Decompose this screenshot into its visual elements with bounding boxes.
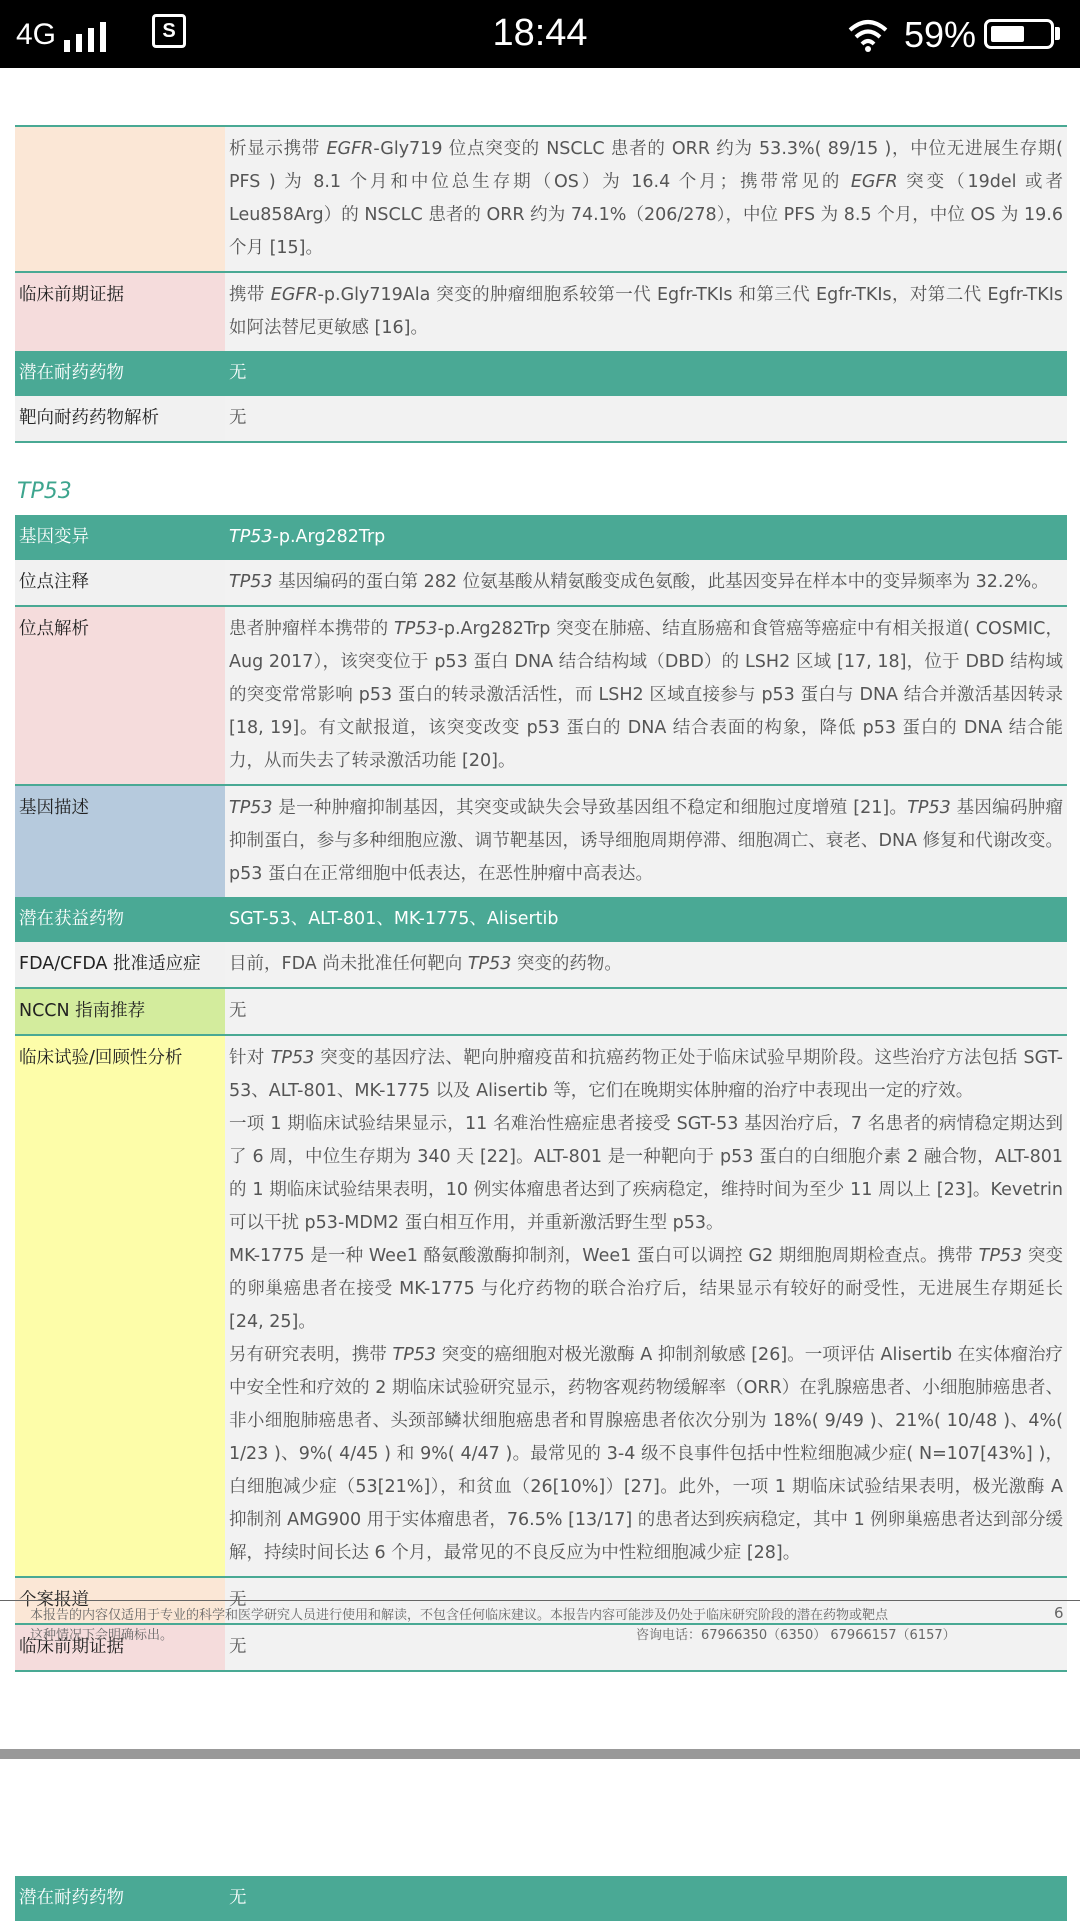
row-value: TP53 基因编码的蛋白第 282 位氨基酸从精氨酸变成色氨酸，此基因变异在样本中的变异频率为 32.2%。	[225, 560, 1067, 606]
row-key: 临床前期证据	[15, 1624, 225, 1671]
table-row	[15, 1876, 1067, 1921]
battery-percent: 59%	[904, 14, 977, 55]
network-type: 4G	[16, 18, 57, 51]
page-divider	[0, 1749, 1080, 1759]
table-row	[15, 126, 1067, 272]
paragraph: 另有研究表明，携带 TP53 突变的癌细胞对极光激酶 A 抑制剂敏感 [26]。一项评估 Alisertib 在实体瘤治疗中安全性和疗效的 2 期临床试验研究显示，药物客观药物缓解率（ORR）在乳腺癌患者、小细胞肺癌患者、非小细胞肺癌患者、头颈部鳞状细胞癌患者和胃腺癌患者依次分别为 18%( 9/49 )、21%( 10/48 )、4%( 1/23 )、9%( 4/45 ) 和 9%( 4/47 )。最常见的 3-4 级不良事件包括中性粒细胞减少症( N=107[43%] )，白细胞减少症（53[21%]），和贫血（26[10%]）[27]。此外，一项 1 期临床试验结果表明，极光激酶 A 抑制剂 AMG900 用于实体瘤患者，76.5% [13/17] 的患者达到疾病稳定，其中 1 例卵巢癌患者达到部分缓解，持续时间长达 6 个月，最常见的不良反应为中性粒细胞减少症 [28]。	[229, 1345, 1063, 1563]
row-value: 目前，FDA 尚未批准任何靶向 TP53 突变的药物。	[225, 942, 1067, 988]
row-value: 携带 EGFR-p.Gly719Ala 突变的肿瘤细胞系较第一代 Egfr-TKIs 和第三代 Egfr-TKIs，对第二代 Egfr-TKIs 如阿法替尼更敏感 [16]。	[225, 272, 1067, 351]
disclaimer-line-1: 本报告的内容仅适用于专业的科学和医学研究人员进行使用和解读，不包含任何临床建议。本报告内容可能涉及仍处于临床研究阶段的潜在药物或靶点	[30, 1608, 889, 1623]
row-key: 基因变异	[15, 515, 225, 560]
row-value: 无	[225, 351, 1067, 396]
gene-title: TP53	[17, 479, 72, 504]
table-row	[15, 351, 1067, 396]
table-row	[15, 1035, 1067, 1577]
table-row	[15, 988, 1067, 1035]
row-key: 基因描述	[15, 785, 225, 897]
sim-icon: S	[152, 14, 186, 48]
table-row	[15, 942, 1067, 988]
row-value: TP53 是一种肿瘤抑制基因，其突变或缺失会导致基因组不稳定和细胞过度增殖 [21]。TP53 基因编码肿瘤抑制蛋白，参与多种细胞应激、调节靶基因，诱导细胞周期停滞、细胞凋亡、衰老、DNA 修复和代谢改变。p53 蛋白在正常细胞中低表达，在恶性肿瘤中高表达。	[225, 785, 1067, 897]
row-key: 临床前期证据	[15, 272, 225, 351]
table-row	[15, 560, 1067, 606]
wifi-icon	[848, 18, 888, 52]
row-key: 潜在获益药物	[15, 897, 225, 942]
table-row	[15, 606, 1067, 785]
row-key: 临床试验/回顾性分析	[15, 1035, 225, 1577]
table-row	[15, 515, 1067, 560]
report-body	[15, 125, 1067, 1672]
contact-phone: 咨询电话：67966350（6350） 67966157（6157）	[636, 1628, 956, 1643]
paragraph: MK-1775 是一种 Wee1 酪氨酸激酶抑制剂，Wee1 蛋白可以调控 G2 期细胞周期检查点。携带 TP53 突变的卵巢癌患者在接受 MK-1775 与化疗药物的联合治疗后，结果显示有较好的耐受性，无进展生存期延长 [24, 25]。	[229, 1246, 1063, 1332]
disclaimer-line-2: 这种情况下会明确标出。	[30, 1628, 174, 1643]
row-key: 个案报道	[15, 1577, 225, 1624]
clock: 18:44	[492, 12, 588, 54]
page-footer	[0, 1600, 1080, 1653]
row-key: 潜在耐药药物	[15, 351, 225, 396]
battery-tip	[1055, 27, 1060, 40]
battery-icon	[984, 19, 1054, 49]
row-key	[15, 126, 225, 272]
paragraph: 针对 TP53 突变的基因疗法、靶向肿瘤疫苗和抗癌药物正处于临床试验早期阶段。这些治疗方法包括 SGT-53、ALT-801、MK-1775 以及 Alisertib 等，它们在晚期实体肿瘤的治疗中表现出一定的疗效。	[229, 1048, 1063, 1101]
row-key: 潜在耐药药物	[15, 1876, 225, 1921]
table-row	[15, 272, 1067, 351]
status-bar	[0, 0, 1080, 68]
row-value: 患者肿瘤样本携带的 TP53-p.Arg282Trp 突变在肺癌、结直肠癌和食管癌等癌症中有相关报道( COSMIC，Aug 2017），该突变位于 p53 蛋白 DNA 结合结构域（DBD）的 LSH2 区域 [17, 18]，位于 DBD 结构域的突变常常影响 p53 蛋白的转录激活活性，而 LSH2 区域直接参与 p53 蛋白与 DNA 结合并激活基因转录 [18, 19]。有文献报道，该突变改变 p53 蛋白的 DNA 结合表面的构象，降低 p53 蛋白的 DNA 结合能力，从而失去了转录激活功能 [20]。	[225, 606, 1067, 785]
row-value	[225, 1035, 1067, 1577]
egfr-table	[15, 125, 1067, 443]
table-row	[15, 396, 1067, 442]
row-value: 无	[225, 1624, 1067, 1671]
next-page-table	[15, 1876, 1067, 1921]
row-value: SGT-53、ALT-801、MK-1775、Alisertib	[225, 897, 1067, 942]
row-key: FDA/CFDA 批准适应症	[15, 942, 225, 988]
row-key: 位点解析	[15, 606, 225, 785]
row-value: 无	[225, 1876, 1067, 1921]
paragraph: 一项 1 期临床试验结果显示，11 名难治性癌症患者接受 SGT-53 基因治疗后，7 名患者的病情稳定期达到了 6 周，中位生存期为 340 天 [22]。ALT-801 是一种靶向于 p53 蛋白的白细胞介素 2 融合物，ALT-801 的 1 期临床试验结果表明，10 例实体瘤患者达到了疾病稳定，维持时间为至少 11 周以上 [23]。Kevetrin 可以干扰 p53-MDM2 蛋白相互作用，并重新激活野生型 p53。	[229, 1114, 1063, 1233]
row-key: 位点注释	[15, 560, 225, 606]
row-value: 无	[225, 396, 1067, 442]
row-value: 无	[225, 1577, 1067, 1624]
table-row	[15, 785, 1067, 897]
table-row	[15, 897, 1067, 942]
row-key: NCCN 指南推荐	[15, 988, 225, 1035]
page-number: 6	[1054, 1604, 1064, 1622]
row-key: 靶向耐药药物解析	[15, 396, 225, 442]
tp53-table	[15, 515, 1067, 1672]
row-value: TP53-p.Arg282Trp	[225, 515, 1067, 560]
row-value: 析显示携带 EGFR-Gly719 位点突变的 NSCLC 患者的 ORR 约为 53.3%( 89/15 )，中位无进展生存期( PFS ) 为 8.1 个月和中位总生存期（OS）为 16.4 个月；携带常见的 EGFR 突变（19del 或者 Leu858Arg）的 NSCLC 患者的 ORR 约为 74.1%（206/278），中位 PFS 为 8.5 个月，中位 OS 为 19.6 个月 [15]。	[225, 126, 1067, 272]
row-value: 无	[225, 988, 1067, 1035]
